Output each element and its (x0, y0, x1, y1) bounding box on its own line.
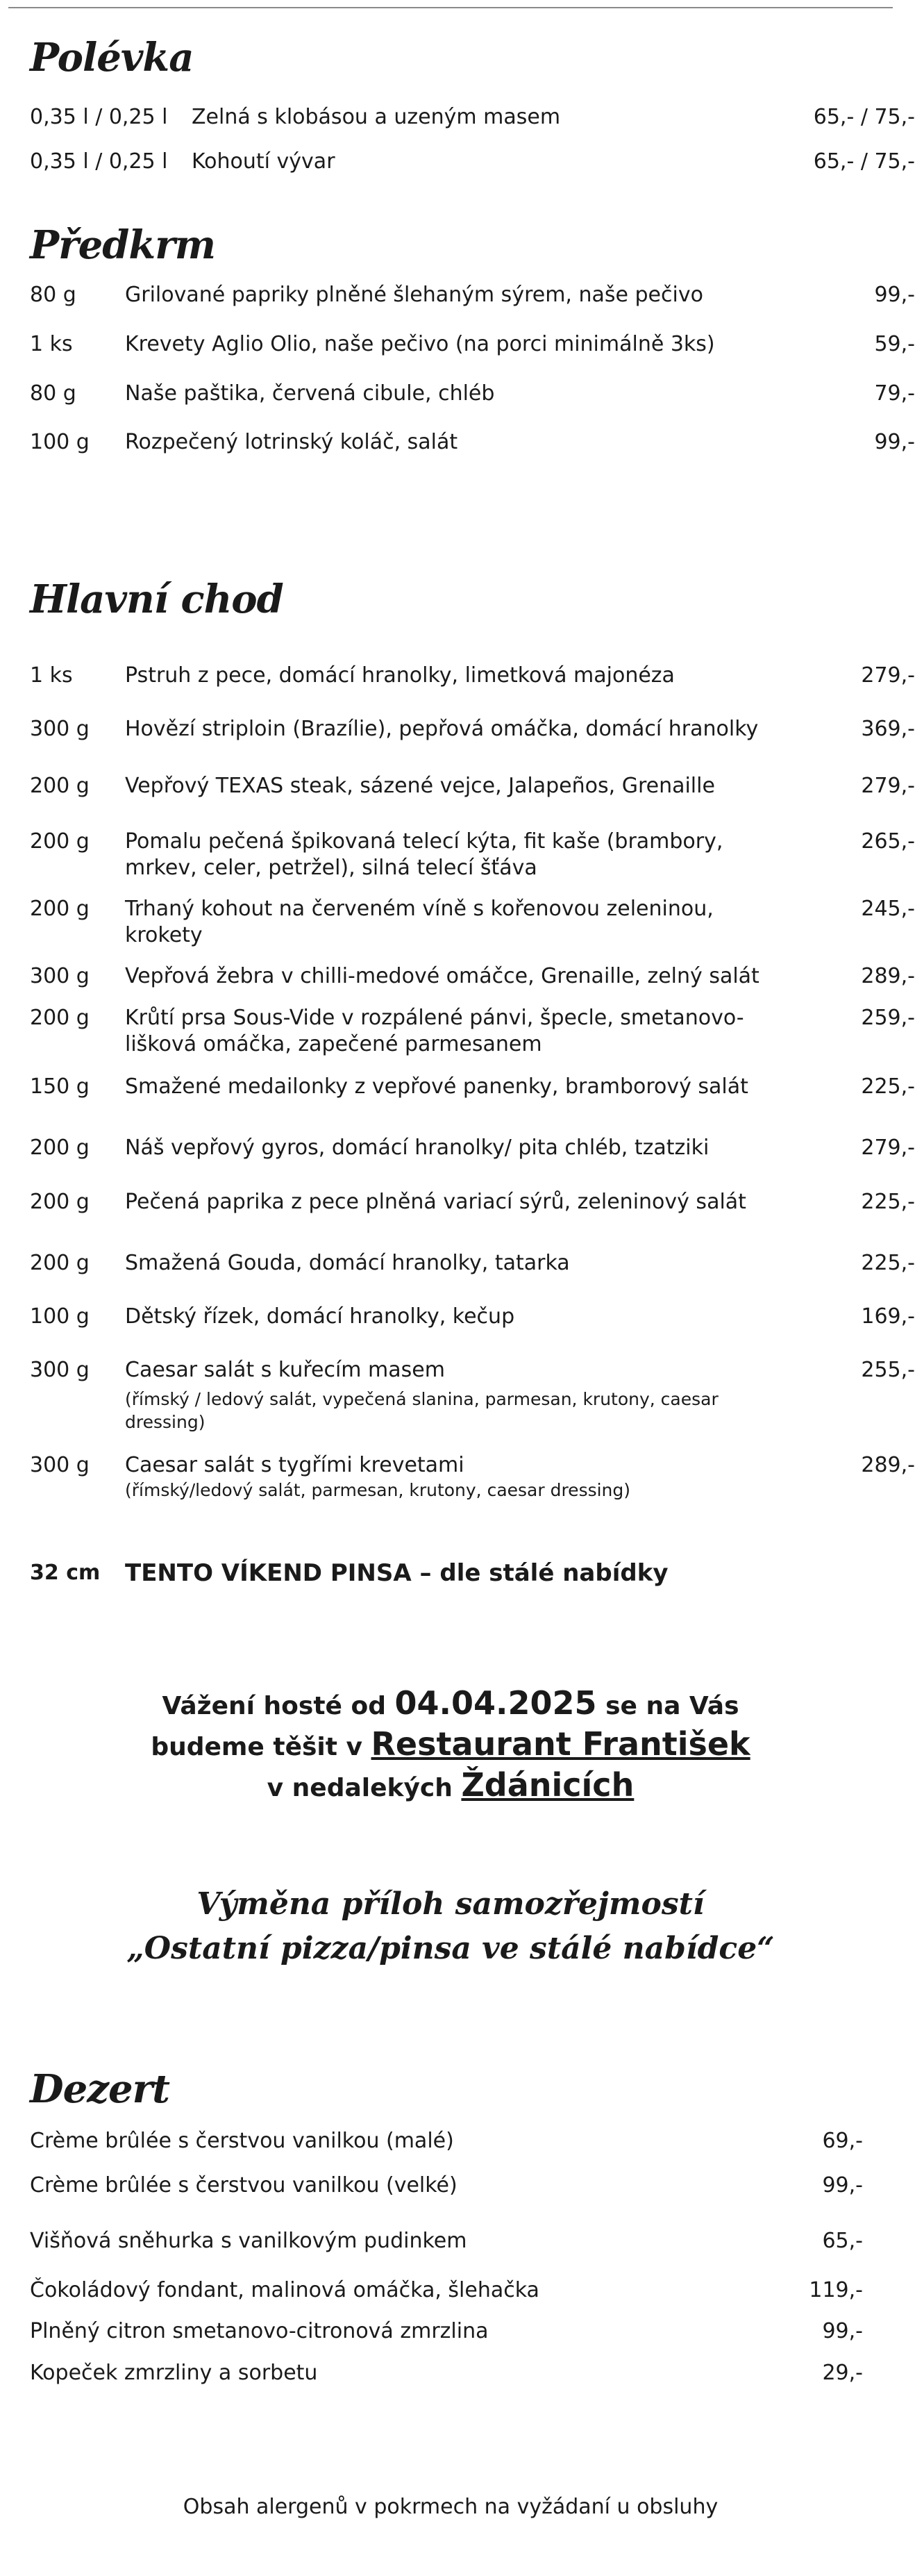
allergen-footer: Obsah alergenů v pokrmech na vyžádaní u obsluhy (183, 2495, 719, 2519)
item-price: 59,- (874, 332, 915, 356)
item-qty: 32 cm (30, 1561, 101, 1585)
item-price: 279,- (861, 663, 915, 688)
restaurant-name: Restaurant František (371, 1725, 750, 1763)
item-price: 279,- (861, 774, 915, 798)
item-price: 369,- (861, 717, 915, 741)
item-name: Čokoládový fondant, malinová omáčka, šlehačka (30, 2278, 539, 2302)
item-qty: 0,35 l / 0,25 l (30, 105, 168, 129)
item-name: Krevety Aglio Olio, naše pečivo (na porci minimálně 3ks) (125, 332, 715, 356)
item-name-text: Caesar salát s kuřecím masem (125, 1358, 445, 1382)
item-name: Dětský řízek, domácí hranolky, kečup (125, 1304, 515, 1329)
item-qty: 200 g (30, 1006, 90, 1030)
item-name-text: Caesar salát s tygřími krevetami (125, 1453, 464, 1477)
item-name: Pečená paprika z pece plněná variací sýrů, zeleninový salát (125, 1190, 746, 1214)
item-price: 69,- (822, 2129, 863, 2153)
item-name: Crème brûlée s čerstvou vanilkou (malé) (30, 2129, 454, 2153)
item-qty: 1 ks (30, 663, 73, 688)
item-qty: 200 g (30, 897, 90, 921)
item-name: Pomalu pečená špikovaná telecí kýta, fit kaše (brambory, mrkev, celer, petržel), silná telecí šťáva (125, 829, 723, 880)
item-name: Zelná s klobásou a uzeným masem (192, 105, 561, 129)
notice-line-3: v nedalekých Ždánicích (267, 1766, 635, 1804)
item-name: Vepřová žebra v chilli-medové omáčce, Grenaille, zelný salát (125, 964, 759, 988)
item-name: Kopeček zmrzliny a sorbetu (30, 2361, 318, 2385)
item-name: Crème brûlée s čerstvou vanilkou (velké) (30, 2173, 458, 2197)
item-price: 289,- (861, 1453, 915, 1477)
item-qty: 0,35 l / 0,25 l (30, 149, 168, 174)
item-qty: 100 g (30, 1304, 90, 1329)
item-price: 79,- (874, 381, 915, 406)
notice-date: 04.04.2025 (394, 1684, 597, 1722)
item-price: 225,- (861, 1251, 915, 1275)
item-name: Vepřový TEXAS steak, sázené vejce, Jalapeños, Grenaille (125, 774, 715, 798)
item-price: 99,- (822, 2173, 863, 2197)
item-price: 255,- (861, 1358, 915, 1382)
item-name: Pstruh z pece, domácí hranolky, limetková majonéza (125, 663, 675, 688)
item-qty: 80 g (30, 283, 76, 307)
item-price: 65,- / 75,- (813, 105, 915, 129)
item-price: 119,- (809, 2278, 863, 2302)
section-title-soups: Polévka (30, 35, 194, 81)
item-qty: 300 g (30, 1358, 90, 1382)
script-note (0, 1882, 901, 1971)
item-qty: 200 g (30, 774, 90, 798)
item-qty: 200 g (30, 1190, 90, 1214)
item-name: Kohoutí vývar (192, 149, 335, 174)
section-title-mains: Hlavní chod (30, 576, 283, 622)
item-name: Náš vepřový gyros, domácí hranolky/ pita chléb, tzatziki (125, 1136, 710, 1160)
item-price: 279,- (861, 1136, 915, 1160)
item-name: Smažené medailonky z vepřové panenky, bramborový salát (125, 1074, 748, 1099)
item-qty: 200 g (30, 1251, 90, 1275)
item-name: Rozpečený lotrinský koláč, salát (125, 430, 458, 454)
item-price: 225,- (861, 1074, 915, 1099)
relocation-notice (0, 1684, 901, 1807)
item-qty: 1 ks (30, 332, 73, 356)
item-qty: 80 g (30, 381, 76, 406)
item-price: 245,- (861, 897, 915, 921)
item-price: 289,- (861, 964, 915, 988)
item-price: 99,- (874, 430, 915, 454)
script-line-1: Výměna příloh samozřejmostí (196, 1886, 705, 1922)
item-price: 225,- (861, 1190, 915, 1214)
town-name: Ždánicích (461, 1766, 635, 1804)
script-line-2: „Ostatní pizza/pinsa ve stálé nabídce“ (126, 1931, 775, 1966)
item-price: 169,- (861, 1304, 915, 1329)
section-title-starters: Předkrm (30, 222, 215, 268)
item-name: Hovězí striploin (Brazílie), pepřová omáčka, domácí hranolky (125, 717, 759, 741)
item-price: 99,- (874, 283, 915, 307)
item-name: Plněný citron smetanovo-citronová zmrzlina (30, 2319, 489, 2343)
item-name: Višňová sněhurka s vanilkovým pudinkem (30, 2229, 467, 2253)
item-note: (římský/ledový salát, parmesan, krutony, caesar dressing) (125, 1480, 631, 1500)
item-price: 65,- / 75,- (813, 149, 915, 174)
item-qty: 150 g (30, 1074, 90, 1099)
item-name: Grilované papriky plněné šlehaným sýrem, naše pečivo (125, 283, 703, 307)
item-name: Naše paštika, červená cibule, chléb (125, 381, 495, 406)
item-qty: 300 g (30, 964, 90, 988)
item-qty: 100 g (30, 430, 90, 454)
item-price: 29,- (822, 2361, 863, 2385)
item-name: Trhaný kohout na červeném víně s kořenovou zeleninou, krokety (125, 897, 714, 947)
item-price: 65,- (822, 2229, 863, 2253)
item-name: Krůtí prsa Sous-Vide v rozpálené pánvi, špecle, smetanovo-lišková omáčka, zapečené parmesanem (125, 1006, 744, 1056)
item-price: 259,- (861, 1006, 915, 1030)
item-qty: 300 g (30, 717, 90, 741)
item-price: 265,- (861, 829, 915, 854)
item-qty: 300 g (30, 1453, 90, 1477)
item-price: 99,- (822, 2319, 863, 2343)
item-qty: 200 g (30, 1136, 90, 1160)
pinsa-text: TENTO VÍKEND PINSA – dle stálé nabídky (125, 1559, 669, 1587)
notice-line-1: Vážení hosté od 04.04.2025 se na Vás (162, 1684, 739, 1722)
item-name (125, 1452, 771, 1502)
item-name (125, 1357, 771, 1434)
notice-line-2: budeme těšit v Restaurant František (151, 1725, 750, 1763)
item-note: (římský / ledový salát, vypečená slanina, parmesan, krutony, caesar dressing) (125, 1389, 719, 1432)
section-title-desserts: Dezert (30, 2066, 169, 2112)
item-qty: 200 g (30, 829, 90, 854)
item-name: Smažená Gouda, domácí hranolky, tatarka (125, 1251, 570, 1275)
top-rule (8, 7, 893, 8)
